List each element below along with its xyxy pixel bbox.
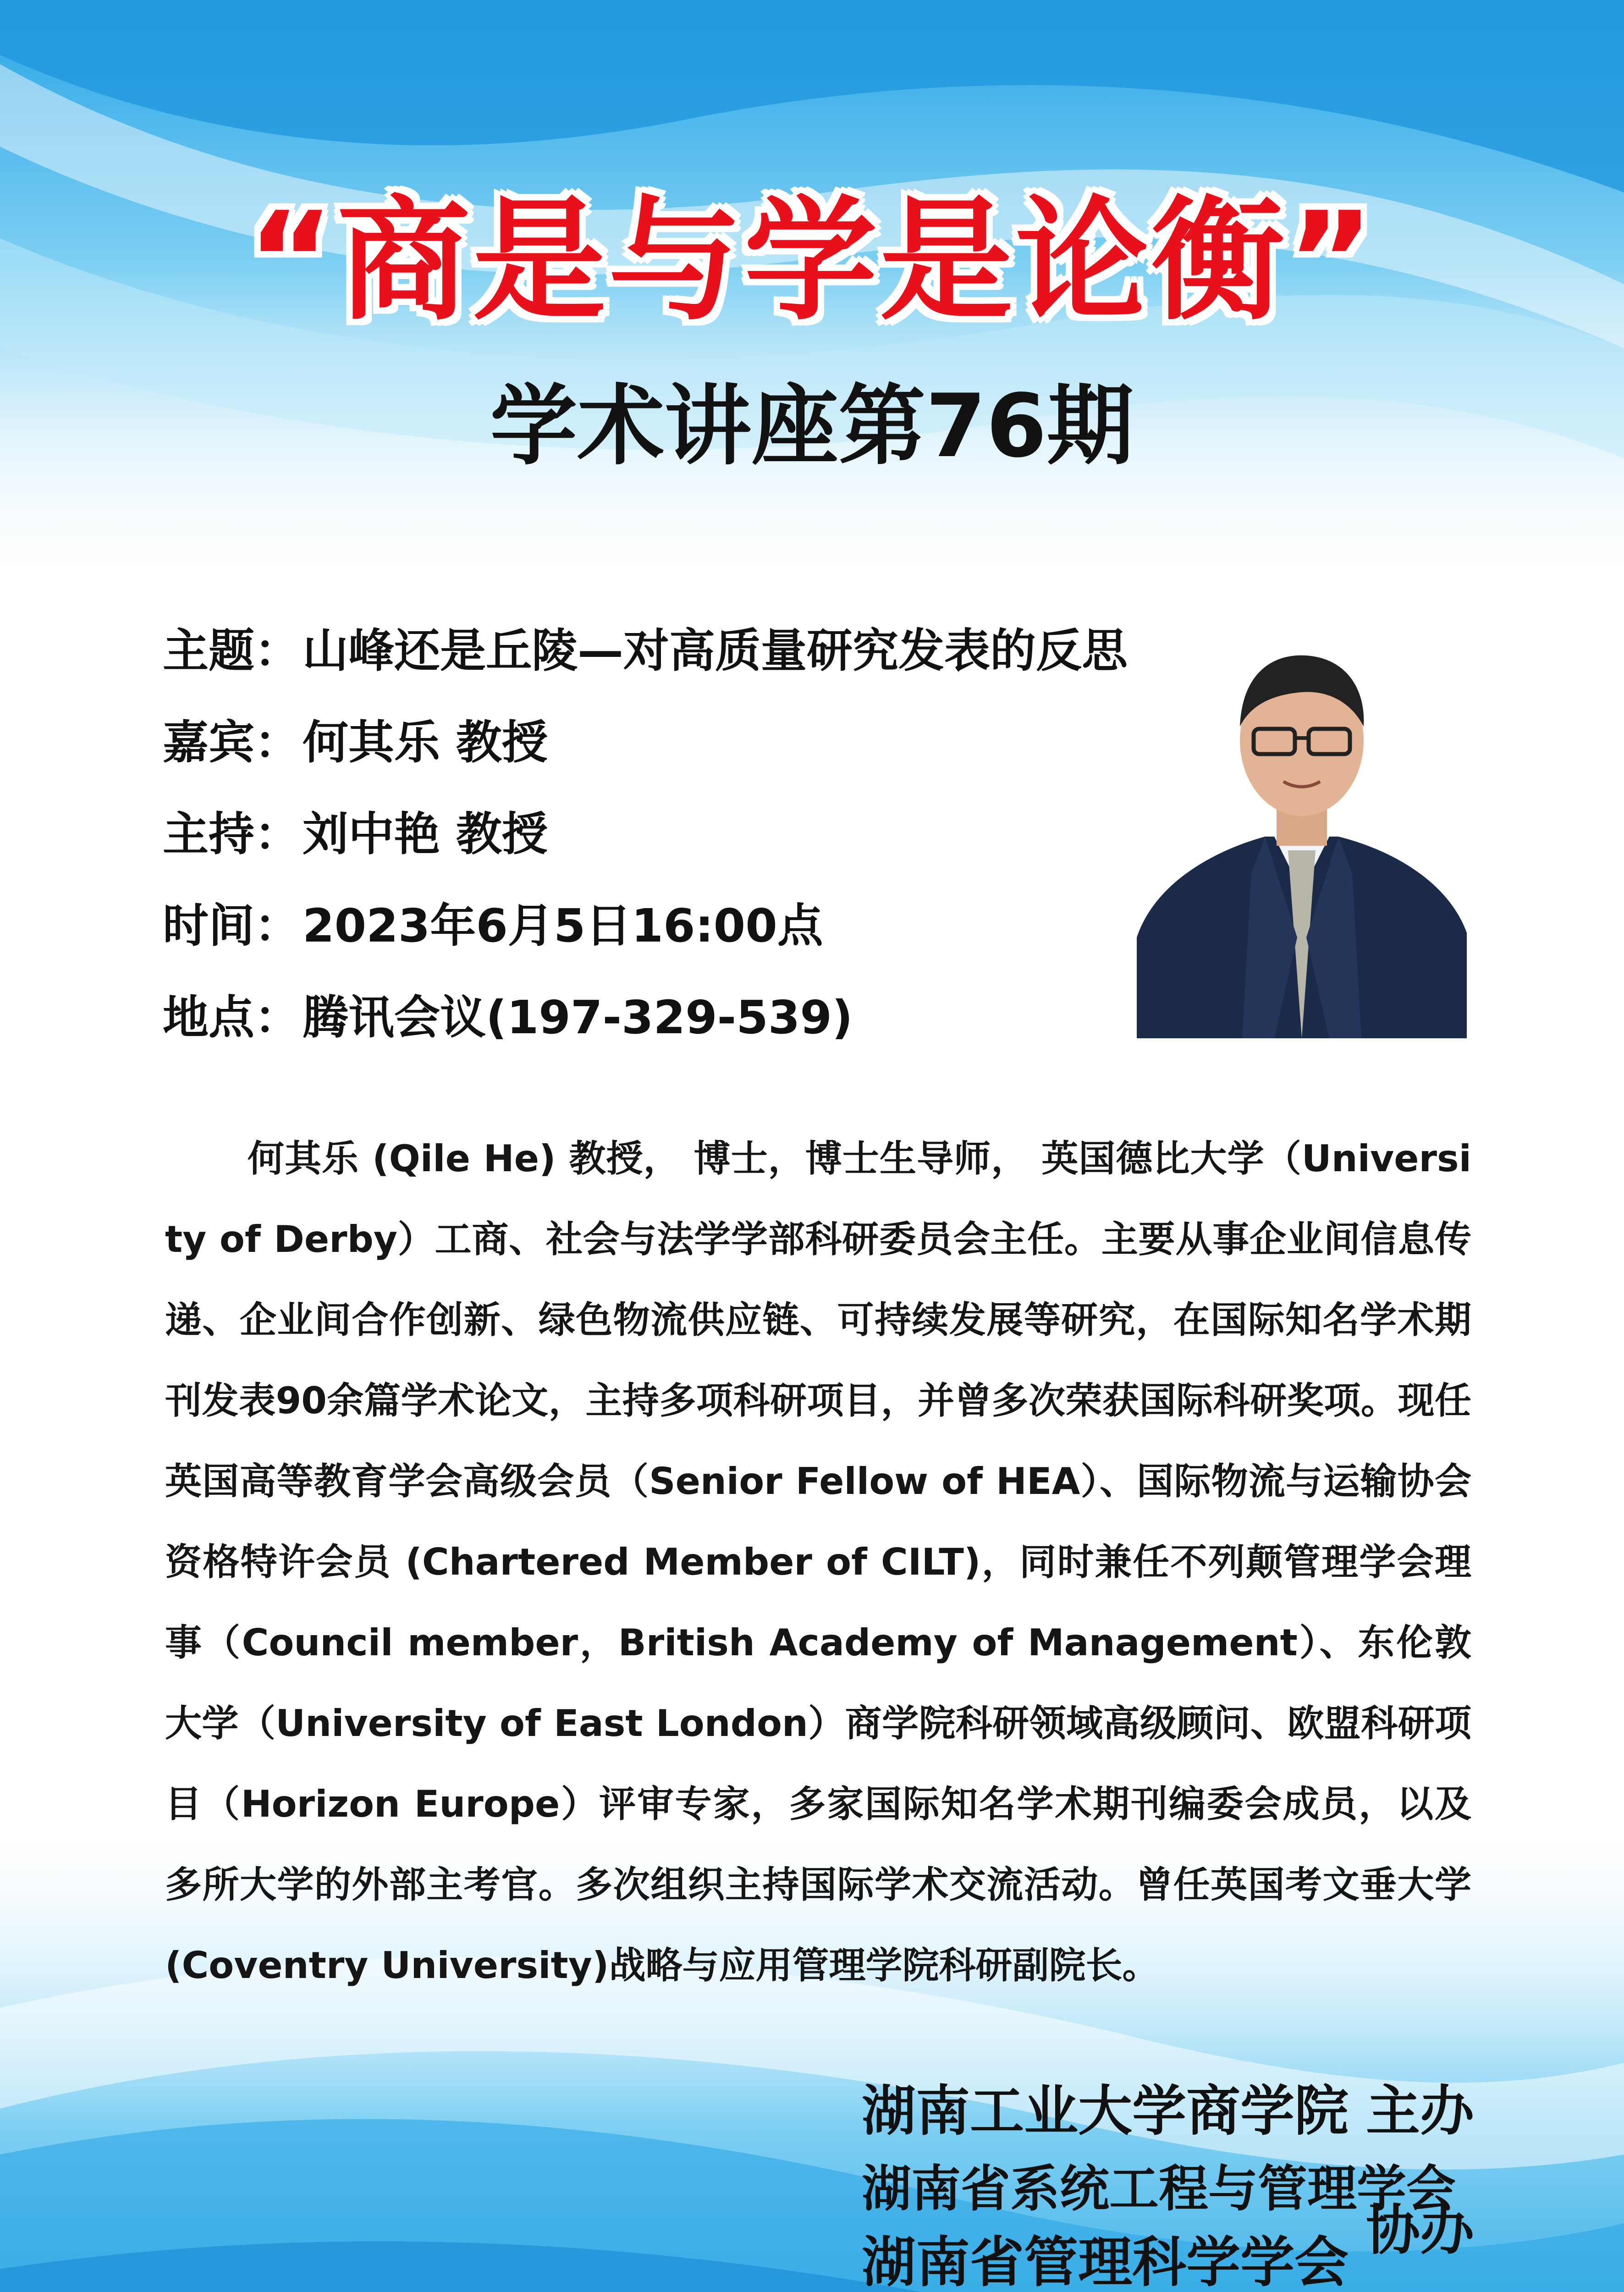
info-value: 刘中艳 教授 [303,807,548,861]
info-value: 山峰还是丘陵—对高质量研究发表的反思 [303,624,1128,678]
info-host [163,795,1194,887]
info-time [163,887,1194,979]
info-value: 2023年6月5日16:00点 [303,899,823,953]
info-label: 嘉宾： [163,716,300,769]
info-value: 何其乐 教授 [303,716,548,769]
event-info [163,612,1194,1070]
speaker-bio: 何其乐 (Qile He) 教授， 博士，博士生导师， 英国德比大学（University of Derby）工商、社会与法学学部科研委员会主任。主要从事企业间信息传递、企业间合作创新、绿色物流供应链、可持续发展等研究，在国际知名学术期刊发表90余篇学术论文，主持多项科研项目，并曾多次荣获国际科研奖项。现任英国高等教育学会高级会员（Senior Fellow of HEA）、国际物流与运输协会资格特许会员 (Chartered Member of CILT)，同时兼任不列颠管理学会理事（Council member，British Academy of Management）、东伦敦大学（University of East London）商学院科研领域高级顾问、欧盟科研项目（Horizon Europe）评审专家，多家国际知名学术期刊编委会成员，以及多所大学的外部主考官。多次组织主持国际学术交流活动。曾任英国考文垂大学 (Coventry University)战略与应用管理学院科研副院长。 [165,1137,1471,1987]
poster-title: “商是与学是论衡” [247,184,1377,338]
info-guest [163,704,1194,795]
organizer-cohost-role: 协办 [1366,2198,1475,2262]
info-label: 主题： [163,624,300,678]
speaker-photo [1137,635,1467,1038]
info-label: 主持： [163,807,300,861]
organizer-cohost-1: 湖南省系统工程与管理学会 [862,2160,1456,2218]
organizer-host-role: 主办 [1366,2079,1475,2143]
info-label: 时间： [163,899,300,953]
info-label: 地点： [163,991,300,1044]
info-value: 腾讯会议(197-329-539) [303,991,853,1044]
info-topic [163,612,1194,704]
speaker-portrait-icon [1137,635,1467,1038]
info-location [163,979,1194,1070]
poster-subtitle: 学术讲座第76期 [490,375,1134,477]
organizer-cohost-2: 湖南省管理科学学会 [862,2230,1349,2292]
organizer-host: 湖南工业大学商学院 [862,2079,1349,2143]
